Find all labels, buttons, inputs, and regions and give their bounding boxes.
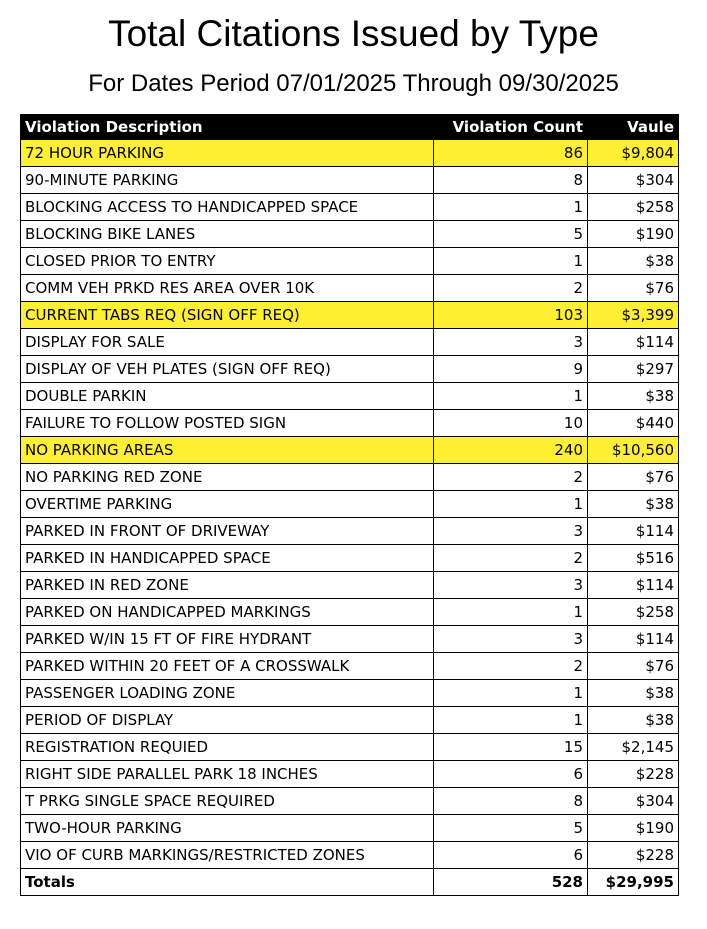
table-row [21,410,679,437]
violation-description-cell: FAILURE TO FOLLOW POSTED SIGN [21,410,434,437]
violation-value-cell: $258 [588,194,679,221]
table-row [21,707,679,734]
violation-value-cell: $3,399 [588,302,679,329]
violation-value-cell: $304 [588,167,679,194]
violation-description-cell: DISPLAY FOR SALE [21,329,434,356]
table-row [21,437,679,464]
violation-description-cell: VIO OF CURB MARKINGS/RESTRICTED ZONES [21,842,434,869]
violation-count-cell: 1 [434,248,588,275]
violation-description-cell: PARKED W/IN 15 FT OF FIRE HYDRANT [21,626,434,653]
violation-count-cell: 3 [434,518,588,545]
table-row [21,221,679,248]
violation-value-cell: $114 [588,572,679,599]
violation-value-cell: $297 [588,356,679,383]
violation-value-cell: $38 [588,248,679,275]
column-header-description: Violation Description [21,115,434,140]
violation-value-cell: $228 [588,842,679,869]
violation-count-cell: 8 [434,167,588,194]
violation-description-cell: PERIOD OF DISPLAY [21,707,434,734]
violation-description-cell: PARKED IN HANDICAPPED SPACE [21,545,434,572]
violation-value-cell: $258 [588,599,679,626]
totals-row [21,869,679,896]
violation-count-cell: 5 [434,221,588,248]
violation-value-cell: $190 [588,815,679,842]
violation-value-cell: $76 [588,653,679,680]
violation-description-cell: CLOSED PRIOR TO ENTRY [21,248,434,275]
violation-value-cell: $9,804 [588,140,679,167]
table-row [21,599,679,626]
violation-count-cell: 6 [434,842,588,869]
table-row [21,815,679,842]
violation-count-cell: 3 [434,329,588,356]
totals-label: Totals [21,869,434,896]
violation-count-cell: 2 [434,653,588,680]
violation-value-cell: $304 [588,788,679,815]
table-row [21,761,679,788]
violation-value-cell: $228 [588,761,679,788]
violation-description-cell: REGISTRATION REQUIED [21,734,434,761]
violation-count-cell: 86 [434,140,588,167]
violation-description-cell: PARKED IN RED ZONE [21,572,434,599]
page-title: Total Citations Issued by Type [108,13,599,54]
violation-count-cell: 103 [434,302,588,329]
violation-value-cell: $516 [588,545,679,572]
violation-count-cell: 9 [434,356,588,383]
violation-count-cell: 1 [434,680,588,707]
table-header-row [21,115,679,140]
table-row [21,275,679,302]
totals-value: $29,995 [588,869,679,896]
table-row [21,167,679,194]
violation-count-cell: 15 [434,734,588,761]
violation-value-cell: $10,560 [588,437,679,464]
violation-count-cell: 10 [434,410,588,437]
violation-count-cell: 1 [434,194,588,221]
violation-count-cell: 6 [434,761,588,788]
table-row [21,302,679,329]
violation-count-cell: 2 [434,464,588,491]
violation-value-cell: $114 [588,626,679,653]
totals-count: 528 [434,869,588,896]
violation-count-cell: 2 [434,545,588,572]
violation-value-cell: $2,145 [588,734,679,761]
violation-value-cell: $38 [588,707,679,734]
table-row [21,356,679,383]
violation-value-cell: $38 [588,680,679,707]
violation-description-cell: 90-MINUTE PARKING [21,167,434,194]
violation-description-cell: PARKED WITHIN 20 FEET OF A CROSSWALK [21,653,434,680]
table-row [21,329,679,356]
table-row [21,572,679,599]
violation-value-cell: $114 [588,518,679,545]
violation-description-cell: BLOCKING BIKE LANES [21,221,434,248]
violation-count-cell: 2 [434,275,588,302]
violation-value-cell: $114 [588,329,679,356]
table-row [21,788,679,815]
table-row [21,680,679,707]
violation-description-cell: DISPLAY OF VEH PLATES (SIGN OFF REQ) [21,356,434,383]
violation-description-cell: CURRENT TABS REQ (SIGN OFF REQ) [21,302,434,329]
table-row [21,842,679,869]
table-row [21,545,679,572]
violation-description-cell: 72 HOUR PARKING [21,140,434,167]
violation-description-cell: PASSENGER LOADING ZONE [21,680,434,707]
violation-count-cell: 1 [434,707,588,734]
column-header-count: Violation Count [434,115,588,140]
violation-value-cell: $190 [588,221,679,248]
violation-description-cell: COMM VEH PRKD RES AREA OVER 10K [21,275,434,302]
table-row [21,464,679,491]
table-row [21,518,679,545]
violation-count-cell: 3 [434,626,588,653]
violation-count-cell: 1 [434,491,588,518]
page-subtitle: For Dates Period 07/01/2025 Through 09/30/2025 [88,70,619,97]
table-row [21,653,679,680]
table-row [21,734,679,761]
violation-count-cell: 8 [434,788,588,815]
violation-description-cell: OVERTIME PARKING [21,491,434,518]
violation-count-cell: 240 [434,437,588,464]
violation-description-cell: RIGHT SIDE PARALLEL PARK 18 INCHES [21,761,434,788]
violation-count-cell: 5 [434,815,588,842]
violation-description-cell: NO PARKING AREAS [21,437,434,464]
violation-description-cell: NO PARKING RED ZONE [21,464,434,491]
violation-description-cell: DOUBLE PARKIN [21,383,434,410]
violation-count-cell: 1 [434,383,588,410]
table-row [21,248,679,275]
table-row [21,491,679,518]
column-header-value: Vaule [588,115,679,140]
violation-description-cell: PARKED ON HANDICAPPED MARKINGS [21,599,434,626]
violation-value-cell: $38 [588,491,679,518]
violation-description-cell: TWO-HOUR PARKING [21,815,434,842]
violation-value-cell: $38 [588,383,679,410]
violation-value-cell: $440 [588,410,679,437]
citations-table [20,114,679,896]
table-row [21,383,679,410]
violation-description-cell: PARKED IN FRONT OF DRIVEWAY [21,518,434,545]
violation-description-cell: BLOCKING ACCESS TO HANDICAPPED SPACE [21,194,434,221]
violation-count-cell: 3 [434,572,588,599]
violation-count-cell: 1 [434,599,588,626]
violation-value-cell: $76 [588,464,679,491]
violation-value-cell: $76 [588,275,679,302]
table-row [21,140,679,167]
table-row [21,626,679,653]
violation-description-cell: T PRKG SINGLE SPACE REQUIRED [21,788,434,815]
table-row [21,194,679,221]
